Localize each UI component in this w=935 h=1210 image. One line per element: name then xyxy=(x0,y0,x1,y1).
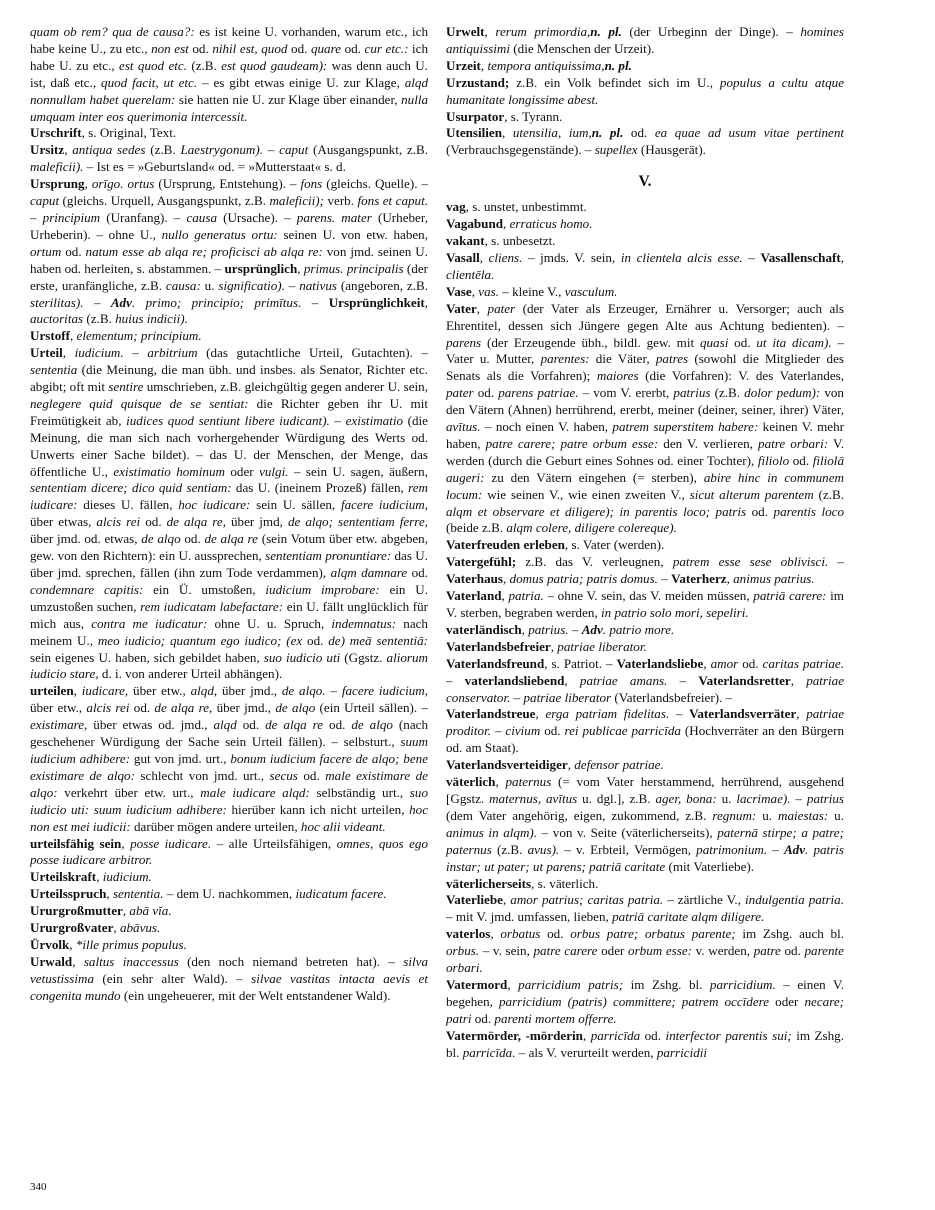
dictionary-entry: Urzeit, tempora antiquissima,n. pl. xyxy=(446,57,632,73)
dictionary-entry: Vaterlandsfreund, s. Patriot. – Vaterlandsliebe, amor od. caritas patriae. – vaterlandsliebend, patriae amans. – Vaterlandsretter, patriae conservator. – patriae liberator (Vaterlandsbefreier). – xyxy=(446,655,845,705)
dictionary-entry: vag, s. unstet, unbestimmt. xyxy=(446,199,587,215)
dictionary-entry: vaterlos, orbatus od. orbus patre; orbatus parente; im Zshg. auch bl. orbus. – v. sein, patre carere oder orbum esse: v. werden, patre od. parente orbari. xyxy=(446,926,844,976)
dictionary-entry: Ursitz, antiqua sedes (z.B. Laestrygonum). – caput (Ausgangspunkt, z.B. maleficii). – Ist es = »Geburtsland« od. = »Mutterstaat« s. d. xyxy=(30,142,429,175)
dictionary-entry: väterlich, paternus (= vom Vater herstammend, herrührend, ausgehend [Ggstz. maternus, avītus u. dgl.], z.B. ager, bona: u. lacrimae). – patrius (dem Vater angehörig, eigen, zukommend, z.B. regnum: u. maiestas: u. animus in alqm). – von v. Seite (väterlicherseits), paternā stirpe; a patre; paternus (z.B. avus). – v. Erbteil, Vermögen, patrimonium. – Adv. patris instar; ut pater; ut parens; patriā caritate (mit Vaterliebe). xyxy=(446,774,845,874)
dictionary-entry: Urzustand; z.B. ein Volk befindet sich im U., populus a cultu atque humanitate longissime abest. xyxy=(446,74,845,107)
dictionary-entry: Ursprung, orīgo. ortus (Ursprung, Entstehung). – fons (gleichs. Quelle). – caput (gleichs. Urquell, Ausgangspunkt, z.B. maleficii); verb. fons et caput. – principium (Uranfang). – causa (Ursache). – parens. mater (Urheber, Urheberin). – ohne U., nullo generatus ortu: seinen U. von etw. haben, ortum od. natum esse ab alqa re; proficisci ab alqa re: von jmd. seinen U. haben od. herleiten, s. abstammen. – ursprünglich, primus. principalis (der erste, uranfängliche, z.B. causa: u. significatio). – nativus (angeboren, z.B. sterilitas). – Adv. primo; principio; primītus. – Ursprünglichkeit, auctoritas (z.B. huius indicii). xyxy=(30,176,429,327)
dictionary-entry: urteilen, iudicare, über etw., alqd, über jmd., de alqo. – facere iudicium, über etw., alcis rei od. de alqa re, über jmd., de alqo (ein Urteil sällen). – existimare, über etwas od. jmd., alqd od. de alqa re od. de alqo (nach geschehener Würdigung der Sache sein Urteil fällen). – selbsturt., suum iudicium adhibere: gut von jmd. urt., bonum iudicium facere de alqo; bene existimare de alqo: schlecht von jmd. urt., secus od. male existimare de alqo: verkehrt über etw. urt., male iudicare alqd: selbständig urt., suo iudicio uti: suum iudicium adhibere: hierüber kann ich nicht urteilen, hoc non est mei iudicii: darüber mögen andere urteilen, hoc alii videant. xyxy=(30,683,429,834)
dictionary-entry: Vaterlandsbefreier, patriae liberator. xyxy=(446,638,647,654)
dictionary-entry: Urteilskraft, iudicium. xyxy=(30,869,152,885)
dictionary-entry: Ürvolk, *ille primus populus. xyxy=(30,936,187,952)
right-column-top xyxy=(446,24,844,159)
dictionary-entry: väterlicherseits, s. väterlich. xyxy=(446,875,599,891)
dictionary-entry: Urwald, saltus inaccessus (den noch niemand betreten hat). – silva vetustissima (ein sehr alter Wald). – silvae vastitas intacta aevis et congenita mundo (ein ungeheuerer, mit der Welt entstandener Wald). xyxy=(30,953,429,1003)
dictionary-entry: Vaterfreuden erleben, s. Vater (werden). xyxy=(446,537,665,553)
dictionary-entry: vaterländisch, patrius. – Adv. patrio more. xyxy=(446,621,675,637)
dictionary-entry: Vaterliebe, amor patrius; caritas patria. – zärtliche V., indulgentia patria. – mit V. jmd. umfassen, lieben, patriā caritate alqm diligere. xyxy=(446,892,844,925)
section-heading: V. xyxy=(638,173,652,191)
dictionary-entry: Vater, pater (der Vater als Erzeuger, Ernährer u. Versorger; auch als Ehrentitel, dessen sich Jüngere gegen Alte aus Achtung bedienten). – parens (der Erzeugende übh., bildl. gew. mit quasi od. ut ita dicam). – Vater u. Mutter, parentes: die Väter, patres (sowohl die Mitglieder des Senats als die Vorfahren); maiores (die Vorfahren): V. des Vaterlandes, pater od. parens patriae. – vom V. ererbt, patrius (z.B. dolor pedum): von den Vätern (Ahnen) herrührend, ererbt, meiner (deiner, seiner, ihrer) Väter, avītus. – noch einen V. haben, patrem superstitem habere: keinen V. mehr haben, patre carere; patre orbum esse: den V. verlieren, patre orbari: V. werden (durch die Geburt eines Sohnes od. einer Tochter), filiolo od. filiolā augeri: zu den Vätern eingehen (= sterben), abire hinc in communem locum: wie seinen V., wie einen zweiten V., sicut alterum parentem (z.B. alqm et observare et diligere); in parentis loco; patris od. parentis loco (beide z.B. alqm colere, diligere colereque). xyxy=(446,300,845,536)
dictionary-entry: Urstoff, elementum; principium. xyxy=(30,328,202,344)
dictionary-entry: Urwelt, rerum primordia,n. pl. (der Urbeginn der Dinge). – homines antiquissimi (die Menschen der Urzeit). xyxy=(446,24,844,56)
dictionary-entry: Urteil, iudicium. – arbitrium (das gutachtliche Urteil, Gutachten). – sententia (die Meinung, die man übh. und insbes. als Senator, Richter etc. abgibt; oft mit sentire umschrieben, z.B. gleichgültig gegen anderer U. sein, neglegere quid quisque de se sentiat: die Richter geben ihr U. mit Freimütigkeit ab, iudices quod sentiunt libere iudicant). – existimatio (die Meinung, die man sich nach vorhergehender Würdigung des Werts od. Unwerts einer Sache bildet). – das U. der Menschen, der Menge, das öffentliche U., existimatio hominum oder vulgi. – sein U. sagen, äußern, sententiam dicere; dico quid sentiam: das U. (ineinem Prozeß) fällen, rem iudicare: dieses U. fällen, hoc iudicare: sein U. sällen, facere iudicium, über etwas, alcis rei od. de alqa re, über jmd, de alqo; sententiam ferre, über jmd. od. etwas, de alqo od. de alqa re (sein Votum über etw. abgeben, gew. von den Richtern): ein U. aussprechen, sententiam pronuntiare: das U. über jmd. sprechen, fällen (ihn zum Tode verdammen), alqm damnare od. condemnare capitis: ein Ü. umstoßen, iudicium improbare: ein U. umzustoßen suchen, rem iudicatam labefactare: ein U. fällt unglücklich für mich aus, contra me iudicatur: ohne U. u. Spruch, indemnatus: nach meinem U., meo iudicio; quantum ego iudico; (ex od. de) meā sententiā: sein eigenes U. haben, sich gebildet haben, suo iudicio uti (Ggstz. aliorum iudicio stare, d. i. von anderer Urteil abhängen). xyxy=(30,345,429,682)
dictionary-entry: quam ob rem? qua de causa?: es ist keine U. vorhanden, warum etc., ich habe keine U., zu etc., non est od. nihil est, quod od. quare od. cur etc.: ich habe U. zu etc., est quod etc. (z.B. est quod gaudeam): was denn auch U. ist, daß etc., quod facit, ut etc. – es gibt etwas einige U. zur Klage, alqd nonnullam habet querelam: sie hatten nie U. zur Klage über einander, nulla umquam inter eos querimonia intercessit. xyxy=(30,24,429,124)
page-number: 340 xyxy=(30,1181,47,1193)
dictionary-entry: Vatergefühl; z.B. das V. verleugnen, patrem esse sese oblivisci. – Vaterhaus, domus patria; patris domus. – Vaterherz, animus patrius. xyxy=(446,554,844,587)
dictionary-entry: Vaterlandstreue, erga patriam fidelitas. – Vaterlandsverräter, patriae proditor. – civium od. rei publicae parricīda (Hochverräter an den Bürgern od. am Staat). xyxy=(446,706,845,756)
right-column-bottom xyxy=(446,199,844,1061)
dictionary-entry: Vatermord, parricidium patris; im Zshg. bl. parricidium. – einen V. begehen, parricidium (patris) committere; patrem occīdere oder necare; patri od. parenti mortem offerre. xyxy=(446,976,845,1026)
dictionary-entry: urteilsfähig sein, posse iudicare. – alle Urteilsfähigen, omnes, quos ego posse iudicare arbitror. xyxy=(30,835,429,868)
dictionary-entry: Utensilien, utensilia, ium,n. pl. od. ea quae ad usum vitae pertinent (Verbrauchsgegenstände). – supellex (Hausgerät). xyxy=(446,125,845,158)
dictionary-entry: vakant, s. unbesetzt. xyxy=(446,233,556,249)
dictionary-entry: Usurpator, s. Tyrann. xyxy=(446,108,563,124)
dictionary-entry: Urteilsspruch, sententia. – dem U. nachkommen, iudicatum facere. xyxy=(30,886,387,902)
dictionary-entry: Vaterland, patria. – ohne V. sein, das V. meiden müssen, patriā carere: im V. sterben, begraben werden, in patrio solo mori, sepeliri. xyxy=(446,588,844,620)
dictionary-entry: Vagabund, erraticus homo. xyxy=(446,216,593,232)
dictionary-entry: Urschrift, s. Original, Text. xyxy=(30,125,177,141)
dictionary-entry: Ururgroßvater, abāvus. xyxy=(30,920,161,936)
dictionary-entry: Vaterlandsverteidiger, defensor patriae. xyxy=(446,757,664,773)
dictionary-entry: Vatermörder, -mörderin, parricīda od. interfector parentis sui; im Zshg. bl. parricīda. – als V. verurteilt werden, parricidii xyxy=(446,1027,844,1060)
dictionary-entry: Ururgroßmutter, abā vĭa. xyxy=(30,903,172,919)
left-column xyxy=(30,24,428,1005)
dictionary-entry: Vase, vas. – kleine V., vasculum. xyxy=(446,283,618,299)
dictionary-entry: Vasall, cliens. – jmds. V. sein, in clientela alcis esse. – Vasallenschaft, clientēla. xyxy=(446,249,845,282)
right-column xyxy=(446,24,844,1061)
